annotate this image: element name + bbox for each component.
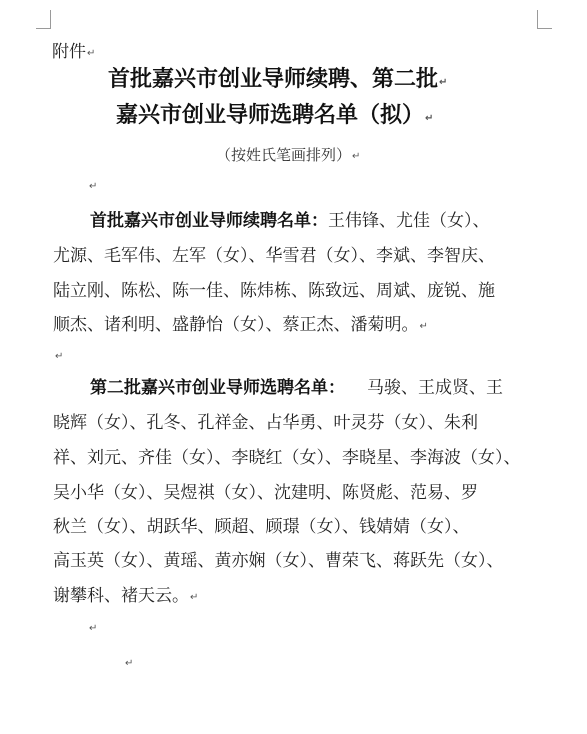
document-title-line-2 — [116, 103, 433, 132]
section2-text: 谢攀科、褚天云。 — [53, 586, 189, 606]
paragraph-mark: ↵ — [87, 48, 96, 59]
section2-line-1 — [90, 378, 503, 398]
section2-text: 高玉英（女）、黄瑶、黄亦娴（女）、曹荣飞、蒋跃先（女）、 — [53, 551, 504, 571]
page-crop-mark-top-left — [36, 10, 51, 29]
section2-text: 晓辉（女）、孔冬、孔祥金、占华勇、叶灵芬（女）、朱利 — [53, 413, 478, 433]
section1-text: 陆立刚、陈松、陈一佳、陈炜栋、陈致远、周斌、庞锐、施 — [53, 281, 495, 301]
section1-line-2 — [53, 246, 495, 266]
page-crop-mark-top-right — [537, 10, 552, 29]
empty-paragraph-mark: ↵ — [89, 623, 98, 634]
section1-heading: 首批嘉兴市创业导师续聘名单： — [90, 211, 328, 231]
section2-line-6 — [53, 551, 504, 571]
section2-text: 秋兰（女）、胡跃华、顾超、顾璟（女）、钱婧婧（女）、 — [53, 517, 470, 537]
section2-line-5 — [53, 517, 470, 537]
section1-text: 尤源、毛军伟、左军（女）、华雪君（女）、李斌、李智庆、 — [53, 246, 495, 266]
section2-text: 吴小华（女）、吴煜祺（女）、沈建明、陈贤彪、范易、罗 — [53, 483, 478, 503]
paragraph-mark: ↵ — [190, 592, 199, 603]
paragraph-mark: ↵ — [419, 321, 428, 332]
empty-paragraph-mark: ↵ — [55, 351, 64, 362]
title-line-1: 首批嘉兴市创业导师续聘、第二批 — [108, 67, 439, 92]
section1-line-1 — [90, 211, 490, 231]
section2-line-3 — [53, 448, 521, 468]
empty-paragraph-mark: ↵ — [125, 658, 134, 669]
section2-text: 马骏、王成贤、王 — [367, 378, 503, 398]
section1-text: 王伟锋、尤佳（女）、 — [328, 211, 490, 231]
attachment-label: 附件 — [52, 42, 86, 62]
section1-line-3 — [53, 281, 495, 301]
paragraph-mark: ↵ — [352, 151, 361, 162]
section2-line-2 — [53, 413, 478, 433]
section2-text: 祥、刘元、齐佳（女）、李晓红（女）、李晓星、李海波（女）、 — [53, 448, 521, 468]
subtitle-line — [216, 145, 360, 167]
document-title-line-1 — [108, 67, 447, 96]
section1-line-4 — [53, 315, 428, 337]
title-line-2: 嘉兴市创业导师选聘名单（拟） — [116, 103, 425, 128]
section2-line-7 — [53, 586, 198, 608]
paragraph-mark: ↵ — [425, 113, 434, 124]
section2-heading: 第二批嘉兴市创业导师选聘名单： — [90, 378, 345, 398]
attachment-label-line — [52, 42, 95, 64]
subtitle: （按姓氏笔画排列） — [216, 146, 352, 164]
section2-line-4 — [53, 483, 478, 503]
empty-paragraph-mark: ↵ — [89, 181, 98, 192]
section1-text: 顺杰、诸利明、盛静怡（女）、蔡正杰、潘菊明。 — [53, 315, 419, 335]
paragraph-mark: ↵ — [439, 77, 448, 88]
